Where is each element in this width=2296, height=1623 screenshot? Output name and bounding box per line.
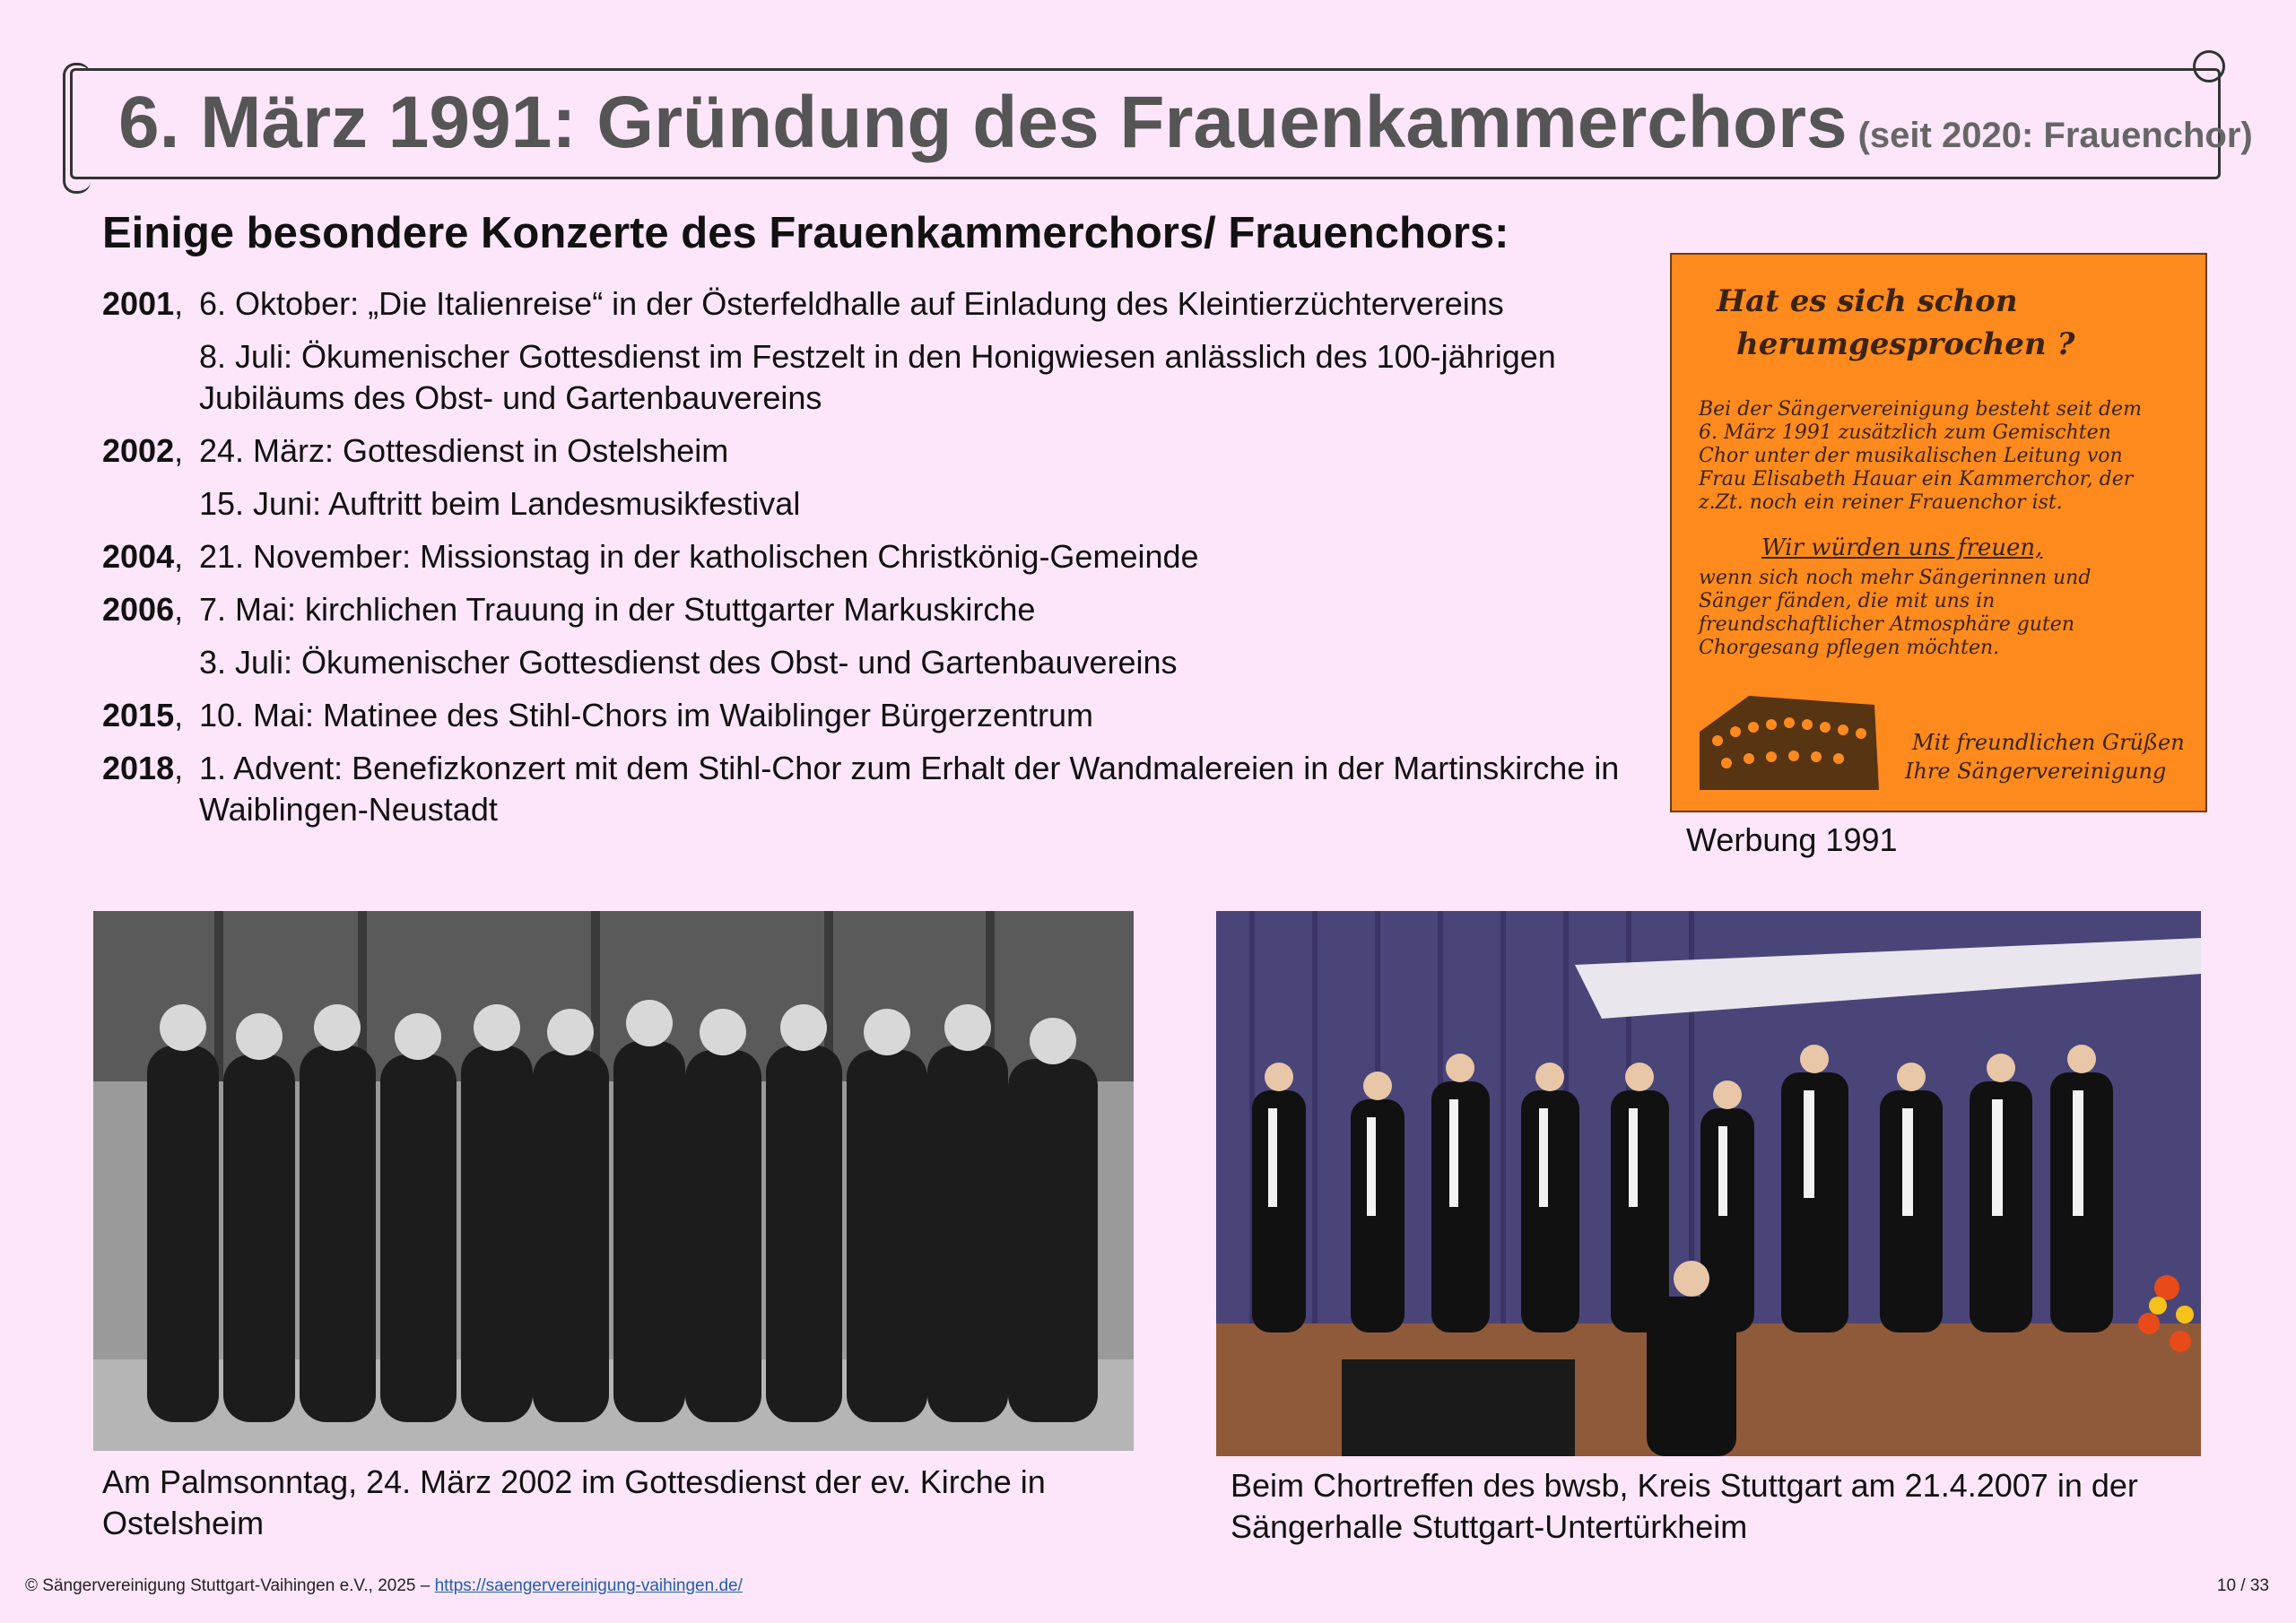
event-year: 2004 — [102, 538, 175, 575]
event-item — [102, 336, 1663, 419]
event-year: 2015 — [102, 697, 175, 733]
event-item: 2006, 7. Mai: kirchlichen Trauung in der Stuttgarter Markuskirche — [102, 589, 1663, 630]
event-text: 7. Mai: kirchlichen Trauung in der Stuttgarter Markuskirche — [199, 591, 1036, 628]
poster-headline: Hat es sich schon herumgesprochen ? — [1717, 283, 2075, 362]
advertisement-poster — [1670, 253, 2207, 812]
event-item: 2015, 10. Mai: Matinee des Stihl-Chors im Waiblinger Bürgerzentrum — [102, 695, 1663, 736]
event-text: 15. Juni: Auftritt beim Landesmusikfestival — [199, 485, 801, 522]
event-item: 2002, 24. März: Gottesdienst in Ostelsheim — [102, 430, 1663, 472]
page-number: 10 / 33 — [2216, 1576, 2269, 1595]
event-year: 2018 — [102, 750, 175, 786]
poster-signature: Mit freundlichen Grüßen Ihre Sängervereinigung — [1905, 730, 2185, 784]
scroll-curl-right — [2193, 50, 2225, 82]
event-year: 2001 — [102, 285, 175, 322]
event-year: 2006 — [102, 591, 175, 628]
footer-website-link[interactable]: https://saengervereinigung-vaihingen.de/ — [434, 1576, 743, 1595]
page-title — [118, 82, 2253, 176]
poster-body: Bei der Sängervereinigung besteht seit dem 6. März 1991 zusätzlich zum Gemischten Chor unter der musikalischen Leitung von Frau Elisabeth Hauar ein Kammerchor, der z.Zt. noch ein reiner Frauenchor ist. — [1699, 398, 2142, 514]
event-text: 6. Oktober: „Die Italienreise“ in der Österfeldhalle auf Einladung des Kleintierzüchtervereins — [199, 285, 1504, 322]
poster-body-2: wenn sich noch mehr Sängerinnen und Sänger fänden, die mit uns in freundschaftlicher Atmosphäre guten Chorgesang pflegen möchten. — [1699, 567, 2092, 659]
choir-sketch-illustration — [1695, 678, 1883, 794]
event-text: 1. Advent: Benefizkonzert mit dem Stihl-Chor zum Erhalt der Wandmalereien in der Martinskirche in Waiblingen-Neustadt — [199, 750, 1620, 828]
poster-caption: Werbung 1991 — [1686, 821, 1898, 858]
event-text: 10. Mai: Matinee des Stihl-Chors im Waiblinger Bürgerzentrum — [199, 697, 1094, 733]
section-heading: Einige besondere Konzerte des Frauenkammerchors/ Frauenchors: — [102, 209, 1509, 257]
title-subtitle: (seit 2020: Frauenchor) — [1857, 116, 2253, 155]
choir-photo-bw — [93, 911, 1134, 1451]
event-text: 24. März: Gottesdienst in Ostelsheim — [199, 432, 729, 469]
event-text: 3. Juli: Ökumenischer Gottesdienst des Obst- und Gartenbauvereins — [199, 644, 1178, 681]
choir-photo-color — [1216, 911, 2201, 1456]
event-list — [102, 283, 1663, 842]
event-item: 2018, 1. Advent: Benefizkonzert mit dem Stihl-Chor zum Erhalt der Wandmalereien in der Martinskirche in Waiblingen-Neustadt — [102, 748, 1663, 830]
title-main: 6. März 1991: Gründung des Frauenkammerchors — [118, 82, 1848, 163]
photo-caption-1: Am Palmsonntag, 24. März 2002 im Gottesdienst der ev. Kirche in Ostelsheim — [102, 1463, 1046, 1541]
event-item: 2004, 21. November: Missionstag in der katholischen Christkönig-Gemeinde — [102, 536, 1663, 577]
photo-caption-2: Beim Chortreffen des bwsb, Kreis Stuttgart am 21.4.2007 in der Sängerhalle Stuttgart-Untertürkheim — [1231, 1467, 2138, 1545]
event-item — [102, 483, 1663, 525]
event-item — [102, 642, 1663, 683]
footer-copyright: © Sängervereinigung Stuttgart-Vaihingen e.V., 2025 – — [25, 1576, 435, 1595]
poster-emphasis: Wir würden uns freuen, — [1761, 534, 2043, 561]
event-year: 2002 — [102, 432, 175, 469]
footer — [25, 1576, 743, 1596]
event-text: 8. Juli: Ökumenischer Gottesdienst im Festzelt in den Honigwiesen anlässlich des 100-jährigen Jubiläums des Obst- und Gartenbauvereins — [199, 338, 1556, 416]
event-text: 21. November: Missionstag in der katholischen Christkönig-Gemeinde — [199, 538, 1199, 575]
event-item: 2001, 6. Oktober: „Die Italienreise“ in der Österfeldhalle auf Einladung des Kleintierzüchtervereins — [102, 283, 1663, 325]
